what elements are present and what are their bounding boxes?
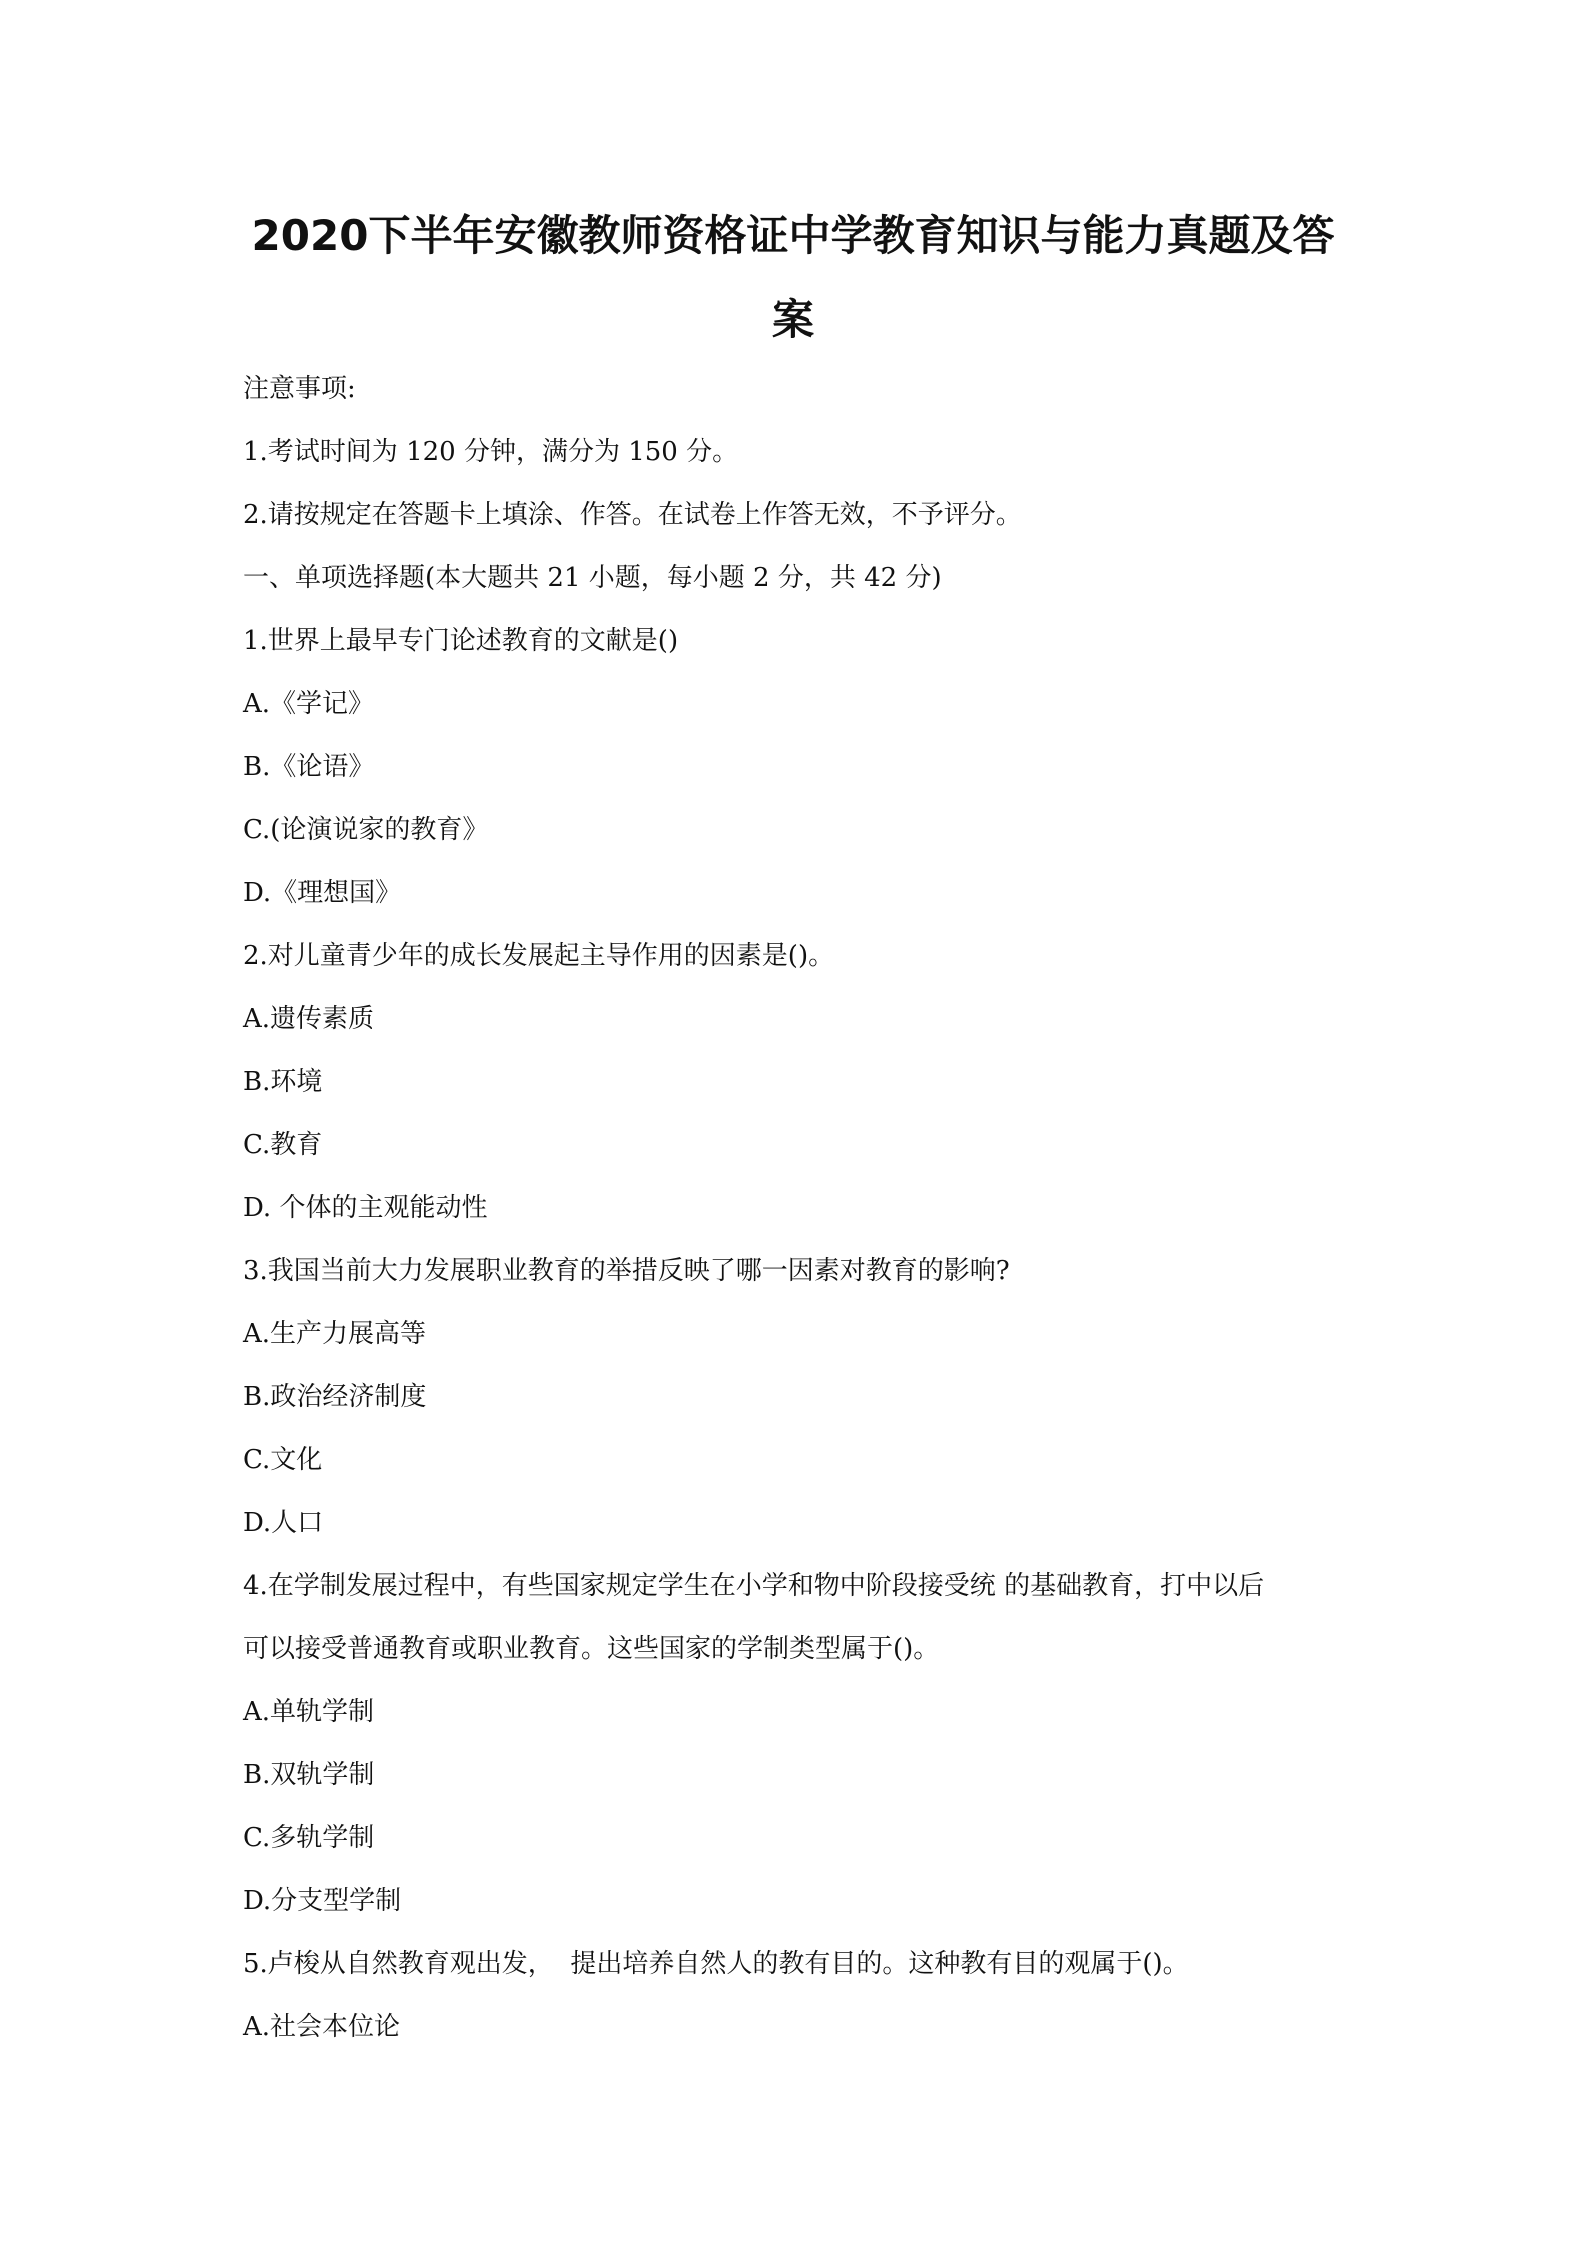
question-2-option-b: B.环境 <box>243 1067 323 1097</box>
question-4-stem-continued: 可以接受普通教育或职业教育。这些国家的学制类型属于()。 <box>243 1634 940 1664</box>
notice-heading: 注意事项: <box>243 374 356 404</box>
question-4-stem: 4.在学制发展过程中，有些国家规定学生在小学和物中阶段接受统 的基础教育，打中以后 <box>243 1571 1265 1601</box>
question-2-option-c: C.教育 <box>243 1130 323 1160</box>
notice-item-2: 2.请按规定在答题卡上填涂、作答。在试卷上作答无效，不予评分。 <box>243 500 1022 530</box>
question-1-option-c: C.(论演说家的教育》 <box>243 815 489 845</box>
question-2-option-a: A.遗传素质 <box>243 1004 375 1034</box>
question-4-option-d: D.分支型学制 <box>243 1886 402 1916</box>
question-1-option-d: D.《理想国》 <box>243 878 402 908</box>
question-1-stem: 1.世界上最早专门论述教育的文献是() <box>243 626 679 656</box>
question-4-option-a: A.单轨学制 <box>243 1697 375 1727</box>
question-4-option-c: C.多轨学制 <box>243 1823 375 1853</box>
question-3-option-c: C.文化 <box>243 1445 323 1475</box>
document-title-line1: 2020下半年安徽教师资格证中学教育知识与能力真题及答 <box>251 211 1335 260</box>
question-3-option-a: A.生产力展高等 <box>243 1319 427 1349</box>
document-title-line2: 案 <box>771 295 814 344</box>
section-heading: 一、单项选择题(本大题共 21 小题，每小题 2 分，共 42 分) <box>243 563 942 593</box>
question-1-option-b: B.《论语》 <box>243 752 375 782</box>
question-1-option-a: A.《学记》 <box>243 689 375 719</box>
notice-item-1: 1.考试时间为 120 分钟，满分为 150 分。 <box>243 437 739 467</box>
question-5-stem: 5.卢梭从自然教育观出发， 提出培养自然人的教有目的。这种教有目的观属于()。 <box>243 1949 1189 1979</box>
question-4-option-b: B.双轨学制 <box>243 1760 375 1790</box>
question-2-stem: 2.对儿童青少年的成长发展起主导作用的因素是()。 <box>243 941 835 971</box>
question-3-option-d: D.人口 <box>243 1508 324 1538</box>
question-5-option-a: A.社会本位论 <box>243 2012 401 2042</box>
question-3-option-b: B.政治经济制度 <box>243 1382 427 1412</box>
question-3-stem: 3.我国当前大力发展职业教育的举措反映了哪一因素对教育的影响? <box>243 1256 1010 1286</box>
question-2-option-d: D. 个体的主观能动性 <box>243 1193 488 1223</box>
